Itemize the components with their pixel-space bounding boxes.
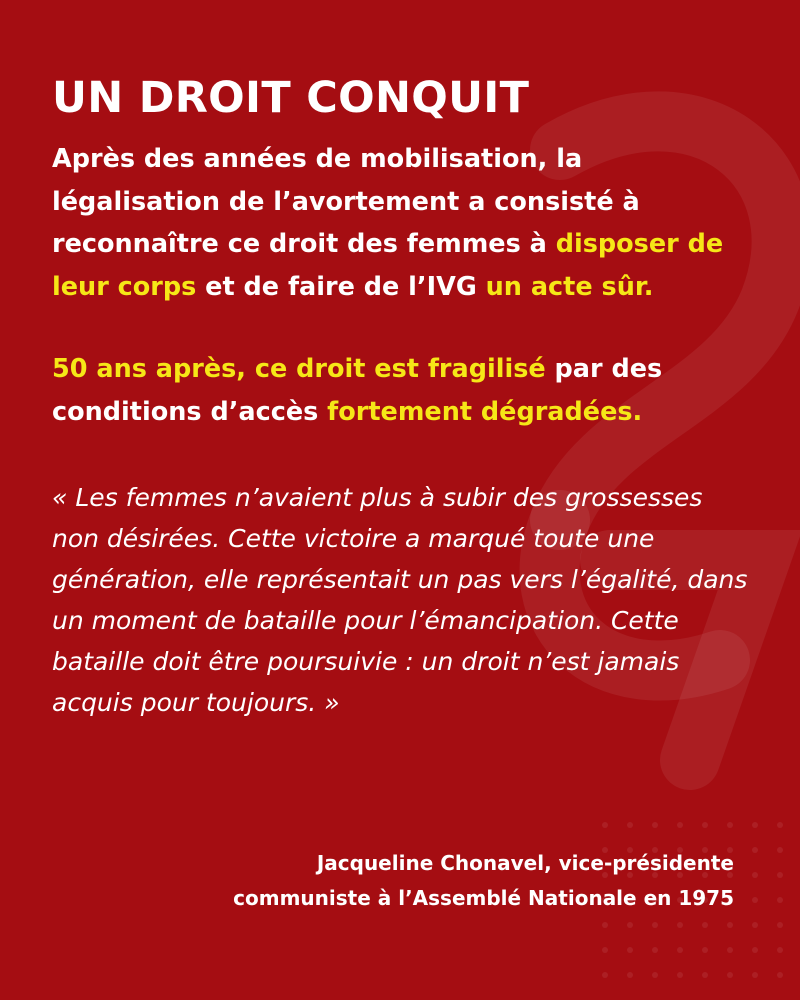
intro-paragraph <box>52 138 752 308</box>
warning-highlight-1: 50 ans après, ce droit est fragilisé <box>52 354 546 384</box>
attribution-line-1: Jacqueline Chonavel, vice-présidente <box>316 851 734 875</box>
intro-text-2: et de faire de l’IVG <box>196 271 486 302</box>
quote-text: « Les femmes n’avaient plus à subir des grossesses non désirées. Cette victoire a marqué toute une génération, elle représentait un pas vers l’égalité, dans un moment de bataille pour l’émancipation. Cette bataille doit être poursuivie : un droit n’est jamais acquis pour toujours. » <box>52 483 748 717</box>
warning-text-1: par des conditions d’accès <box>52 354 663 427</box>
quote-attribution <box>233 846 734 916</box>
warning-highlight-2: fortement dégradées. <box>327 396 643 427</box>
intro-highlight-2: un acte sûr. <box>485 271 654 302</box>
page-title: UN DROIT CONQUIT <box>52 73 530 123</box>
warning-paragraph <box>52 348 752 433</box>
intro-highlight-1: disposer de leur corps <box>52 229 724 302</box>
attribution-line-2: communiste à l’Assemblé Nationale en 1975 <box>233 886 734 910</box>
intro-text-1: Après des années de mobilisation, la légalisation de l’avortement a consisté à reconnaître ce droit des femmes à <box>52 144 640 259</box>
main-content <box>52 72 752 723</box>
